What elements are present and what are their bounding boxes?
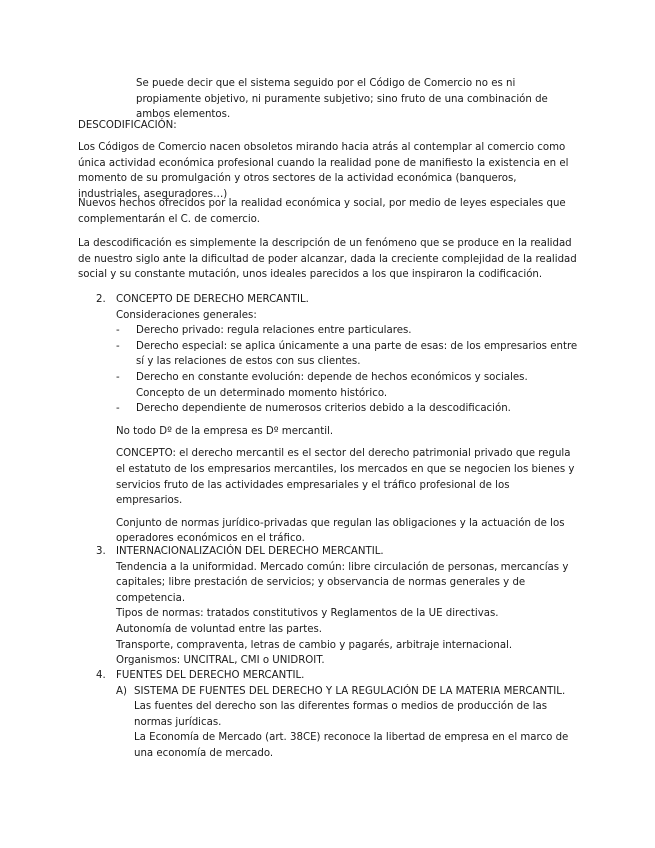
descodificacion-text-2: Nuevos hechos ofrecidos por la realidad económica y social, por medio de leyes especiales que complementarán el C. de comercio. <box>78 198 566 225</box>
descodificacion-text-1: Los Códigos de Comercio nacen obsoletos mirando hacia atrás al contemplar al comercio como única actividad económica profesional cuando la realidad pone de manifiesto la existencia en el momento de su promulgación y otros sectores de la actividad económica (banqueros, industriales, aseguradores…) <box>78 142 569 200</box>
section-3 <box>96 544 578 669</box>
section-4 <box>96 668 578 762</box>
descodificacion-paragraph-1 <box>78 140 578 202</box>
section-3-line: Organismos: UNCITRAL, CMI o UNIDROIT. <box>116 655 325 667</box>
descodificacion-text-3: La descodificación es simplemente la descripción de un fenómeno que se produce en la realidad de nuestro siglo ante la dificultad de poder alcanzar, dada la creciente complejidad de la realidad social y su constante mutación, unos ideales parecidos a los que inspiraron la codificación. <box>78 238 577 281</box>
section-2-conjunto: Conjunto de normas jurídico-privadas que regulan las obligaciones y la actuación de los operadores económicos en el tráfico. <box>116 517 565 545</box>
section-3-line: Autonomía de voluntad entre las partes. <box>116 623 323 635</box>
section-2 <box>96 292 578 547</box>
section-2-number: 2. <box>96 294 106 305</box>
descodificacion-heading-block <box>78 118 578 134</box>
section-4-title: FUENTES DEL DERECHO MERCANTIL. <box>116 670 305 681</box>
section-4-number: 4. <box>96 670 106 681</box>
section-3-number: 3. <box>96 546 106 557</box>
section-4a-title: SISTEMA DE FUENTES DEL DERECHO Y LA REGULACIÓN DE LA MATERIA MERCANTIL. <box>134 685 566 697</box>
section-3-title: INTERNACIONALIZACIÓN DEL DERECHO MERCANTIL. <box>116 546 384 557</box>
section-2-title: CONCEPTO DE DERECHO MERCANTIL. <box>116 294 309 305</box>
section-4a-text-2: La Economía de Mercado (art. 38CE) reconoce la libertad de empresa en el marco de una economía de mercado. <box>134 732 569 759</box>
descodificacion-heading: DESCODIFICACIÓN: <box>78 120 177 131</box>
list-item: - Derecho privado: regula relaciones entre particulares. <box>116 323 578 339</box>
section-2-intro: Consideraciones generales: <box>116 309 257 321</box>
section-2-concept: CONCEPTO: el derecho mercantil es el sector del derecho patrimonial privado que regula el estatuto de los empresarios mercantiles, los mercados en que se negocien los bienes y servicios fruto de las actividades empresariales y el tráfico profesional de los empresarios. <box>116 448 575 507</box>
descodificacion-paragraph-2 <box>78 196 578 227</box>
section-3-line: Transporte, compraventa, letras de cambio y pagarés, arbitraje internacional. <box>116 639 513 651</box>
list-item: - Derecho en constante evolución: depende de hechos económicos y sociales. Concepto de un determinado momento histórico. <box>116 370 578 401</box>
section-4a-text-1: Las fuentes del derecho son las diferentes formas o medios de producción de las normas jurídicas. <box>134 701 547 728</box>
quote-paragraph <box>136 76 576 123</box>
list-item: - Derecho especial: se aplica únicamente a una parte de esas: de los empresarios entre sí y las relaciones de estos con sus clientes. <box>116 339 578 370</box>
section-3-line: Tipos de normas: tratados constitutivos y Reglamentos de la UE directivas. <box>116 608 499 620</box>
section-4a <box>116 684 578 762</box>
section-2-list <box>116 323 578 417</box>
section-2-note: No todo Dº de la empresa es Dº mercantil. <box>116 425 334 437</box>
descodificacion-paragraph-3 <box>78 236 578 283</box>
section-3-line: Tendencia a la uniformidad. Mercado común: libre circulación de personas, mercancías y capitales; libre prestación de servicios; y observancia de normas generales y de competencia. <box>116 561 569 604</box>
list-item: - Derecho dependiente de numerosos criterios debido a la descodificación. <box>116 401 578 417</box>
section-4a-letter: A) <box>116 685 127 697</box>
quote-text: Se puede decir que el sistema seguido por el Código de Comercio no es ni propiamente objetivo, ni puramente subjetivo; sino fruto de una combinación de ambos elementos. <box>136 78 548 121</box>
